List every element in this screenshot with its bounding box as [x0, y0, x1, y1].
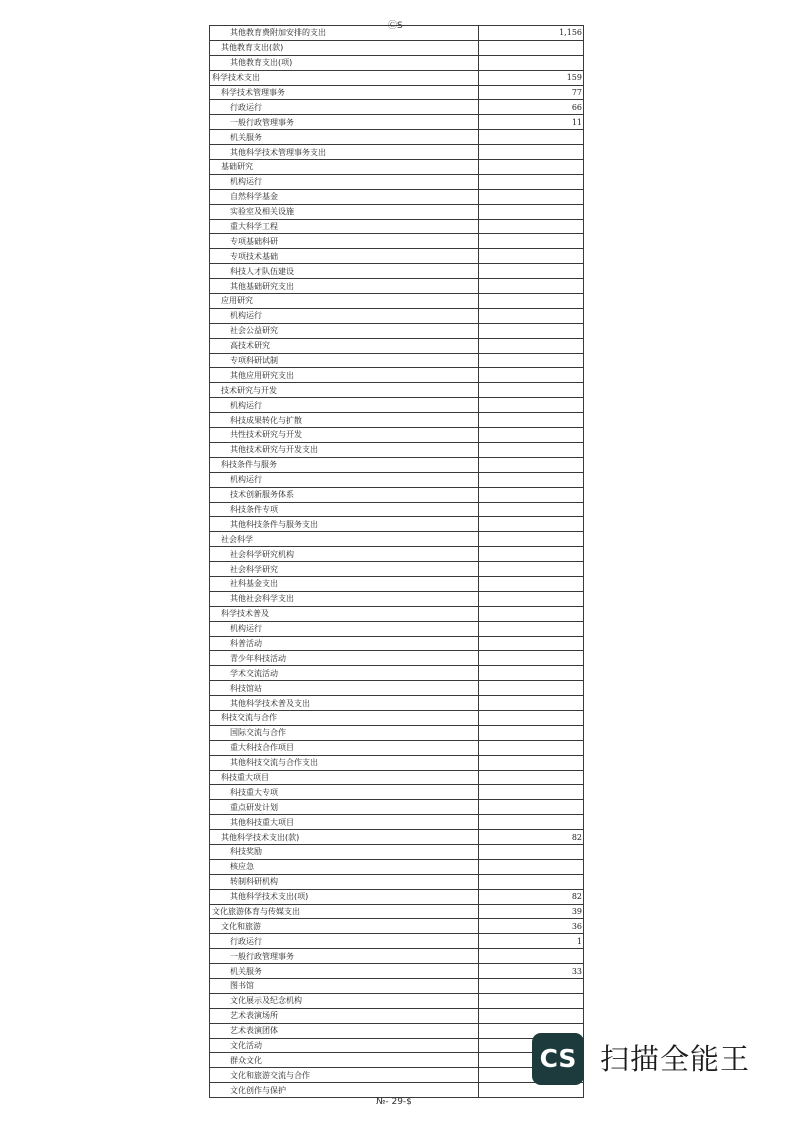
table-row: [210, 130, 584, 145]
table-row: [210, 115, 584, 130]
row-item-name: 基础研究: [210, 160, 479, 175]
row-item-amount: [479, 874, 584, 889]
row-item-name: 社会科学研究: [210, 562, 479, 577]
row-item-name: 机关服务: [210, 964, 479, 979]
table-row: [210, 859, 584, 874]
row-item-name: 行政运行: [210, 934, 479, 949]
row-item-amount: [479, 532, 584, 547]
row-item-name: 重大科学工程: [210, 219, 479, 234]
row-item-amount: [479, 353, 584, 368]
table-row: [210, 502, 584, 517]
table-row: [210, 1053, 584, 1068]
table-row: [210, 830, 584, 845]
row-item-name: 艺术表演团体: [210, 1023, 479, 1038]
table-row: [210, 636, 584, 651]
row-item-name: 科技交流与合作: [210, 710, 479, 725]
row-item-amount: [479, 219, 584, 234]
row-item-name: 其他教育费附加安排的支出: [210, 26, 479, 41]
table-row: [210, 844, 584, 859]
table-row: [210, 442, 584, 457]
page-number: №- 29-$: [376, 1097, 412, 1107]
table-row: [210, 353, 584, 368]
row-item-amount: [479, 502, 584, 517]
table-row: [210, 1023, 584, 1038]
row-item-amount: 82: [479, 889, 584, 904]
row-item-name: 国际交流与合作: [210, 725, 479, 740]
row-item-name: 学术交流活动: [210, 666, 479, 681]
row-item-name: 机构运行: [210, 174, 479, 189]
row-item-name: 文化和旅游交流与合作: [210, 1068, 479, 1083]
row-item-amount: [479, 606, 584, 621]
page-header-mark: ⒸS: [388, 21, 403, 31]
table-row: [210, 919, 584, 934]
row-item-name: 科技重大项目: [210, 770, 479, 785]
row-item-name: 其他科技交流与合作支出: [210, 755, 479, 770]
budget-expenditure-table: [209, 25, 584, 1098]
table-row: [210, 800, 584, 815]
row-item-amount: [479, 949, 584, 964]
row-item-name: 转制科研机构: [210, 874, 479, 889]
table-row: [210, 383, 584, 398]
table-row: [210, 576, 584, 591]
table-row: [210, 264, 584, 279]
table-row: [210, 1083, 584, 1098]
table-row: [210, 681, 584, 696]
row-item-name: 文化和旅游: [210, 919, 479, 934]
table-row: [210, 145, 584, 160]
row-item-amount: [479, 398, 584, 413]
table-row: [210, 428, 584, 443]
table-row: [210, 219, 584, 234]
row-item-amount: [479, 785, 584, 800]
row-item-amount: 1: [479, 934, 584, 949]
table-row: [210, 785, 584, 800]
table-row: [210, 40, 584, 55]
row-item-name: 科普活动: [210, 636, 479, 651]
table-row: [210, 740, 584, 755]
row-item-amount: [479, 308, 584, 323]
row-item-name: 青少年科技活动: [210, 651, 479, 666]
row-item-amount: [479, 234, 584, 249]
table-row: [210, 1008, 584, 1023]
row-item-name: 专项科研试制: [210, 353, 479, 368]
row-item-name: 技术创新服务体系: [210, 487, 479, 502]
table-row: [210, 606, 584, 621]
row-item-name: 其他科学技术支出(项): [210, 889, 479, 904]
table-row: [210, 174, 584, 189]
row-item-amount: [479, 621, 584, 636]
row-item-name: 其他科技重大项目: [210, 815, 479, 830]
row-item-name: 文化展示及纪念机构: [210, 993, 479, 1008]
table-row: [210, 160, 584, 175]
row-item-amount: [479, 800, 584, 815]
row-item-name: 专项技术基础: [210, 249, 479, 264]
table-row: [210, 979, 584, 994]
row-item-name: 行政运行: [210, 100, 479, 115]
table-row: [210, 725, 584, 740]
table-row: [210, 70, 584, 85]
row-item-name: 技术研究与开发: [210, 383, 479, 398]
table-row: [210, 1068, 584, 1083]
row-item-amount: [479, 40, 584, 55]
table-row: [210, 100, 584, 115]
table-row: [210, 85, 584, 100]
row-item-amount: 39: [479, 904, 584, 919]
row-item-amount: [479, 1008, 584, 1023]
camscanner-logo-icon: CS: [532, 1033, 584, 1085]
row-item-name: 其他社会科学支出: [210, 591, 479, 606]
row-item-amount: [479, 844, 584, 859]
row-item-amount: [479, 487, 584, 502]
row-item-amount: [479, 591, 584, 606]
table-row: [210, 547, 584, 562]
table-row: [210, 1038, 584, 1053]
row-item-amount: 11: [479, 115, 584, 130]
table-row: [210, 696, 584, 711]
row-item-amount: [479, 993, 584, 1008]
row-item-amount: [479, 442, 584, 457]
row-item-name: 群众文化: [210, 1053, 479, 1068]
row-item-name: 社科基金支出: [210, 576, 479, 591]
table-row: [210, 457, 584, 472]
row-item-amount: [479, 383, 584, 398]
row-item-amount: 77: [479, 85, 584, 100]
row-item-name: 科技奖励: [210, 844, 479, 859]
table-row: [210, 815, 584, 830]
table-row: [210, 294, 584, 309]
row-item-amount: [479, 279, 584, 294]
row-item-name: 图书馆: [210, 979, 479, 994]
row-item-amount: [479, 815, 584, 830]
table-row: [210, 770, 584, 785]
row-item-name: 社会科学: [210, 532, 479, 547]
row-item-name: 其他基础研究支出: [210, 279, 479, 294]
table-row: [210, 755, 584, 770]
row-item-amount: [479, 710, 584, 725]
table-row: [210, 338, 584, 353]
row-item-name: 一般行政管理事务: [210, 949, 479, 964]
row-item-name: 文化活动: [210, 1038, 479, 1053]
row-item-amount: [479, 666, 584, 681]
table-row: [210, 889, 584, 904]
row-item-amount: [479, 294, 584, 309]
table-row: [210, 874, 584, 889]
row-item-amount: [479, 651, 584, 666]
row-item-amount: [479, 189, 584, 204]
table-row: [210, 934, 584, 949]
watermark-app-name: 扫描全能王: [600, 1042, 751, 1076]
row-item-name: 艺术表演场所: [210, 1008, 479, 1023]
row-item-name: 科技条件专项: [210, 502, 479, 517]
row-item-name: 机构运行: [210, 308, 479, 323]
row-item-amount: [479, 696, 584, 711]
row-item-amount: [479, 160, 584, 175]
table-row: [210, 651, 584, 666]
row-item-amount: [479, 338, 584, 353]
table-row: [210, 487, 584, 502]
row-item-name: 科学技术支出: [210, 70, 479, 85]
row-item-name: 专项基础科研: [210, 234, 479, 249]
row-item-amount: [479, 264, 584, 279]
row-item-name: 实验室及相关设施: [210, 204, 479, 219]
row-item-name: 文化旅游体育与传媒支出: [210, 904, 479, 919]
table-row: [210, 323, 584, 338]
table-row: [210, 993, 584, 1008]
row-item-amount: [479, 457, 584, 472]
row-item-amount: 1,156: [479, 26, 584, 41]
table-row: [210, 234, 584, 249]
row-item-amount: [479, 368, 584, 383]
table-row: [210, 368, 584, 383]
row-item-name: 重点研发计划: [210, 800, 479, 815]
table-row: [210, 204, 584, 219]
row-item-amount: [479, 413, 584, 428]
row-item-amount: [479, 576, 584, 591]
row-item-amount: [479, 249, 584, 264]
table-row: [210, 710, 584, 725]
row-item-name: 核应急: [210, 859, 479, 874]
table-row: [210, 562, 584, 577]
row-item-name: 其他科学技术支出(款): [210, 830, 479, 845]
table-row: [210, 964, 584, 979]
table-row: [210, 413, 584, 428]
row-item-name: 科学技术普及: [210, 606, 479, 621]
row-item-amount: 33: [479, 964, 584, 979]
row-item-amount: [479, 55, 584, 70]
row-item-name: 社会科学研究机构: [210, 547, 479, 562]
row-item-amount: [479, 547, 584, 562]
row-item-amount: [479, 636, 584, 651]
table-row: [210, 26, 584, 41]
row-item-amount: [479, 174, 584, 189]
row-item-amount: [479, 472, 584, 487]
row-item-name: 其他应用研究支出: [210, 368, 479, 383]
table-row: [210, 249, 584, 264]
table-row: [210, 666, 584, 681]
row-item-amount: [479, 130, 584, 145]
row-item-name: 共性技术研究与开发: [210, 428, 479, 443]
row-item-amount: [479, 428, 584, 443]
row-item-name: 其他教育支出(项): [210, 55, 479, 70]
row-item-amount: [479, 681, 584, 696]
row-item-amount: [479, 517, 584, 532]
table-row: [210, 55, 584, 70]
row-item-amount: [479, 204, 584, 219]
row-item-name: 应用研究: [210, 294, 479, 309]
table-row: [210, 472, 584, 487]
row-item-name: 科技成果转化与扩散: [210, 413, 479, 428]
row-item-name: 科技重大专项: [210, 785, 479, 800]
row-item-name: 科技馆站: [210, 681, 479, 696]
table-row: [210, 904, 584, 919]
row-item-name: 文化创作与保护: [210, 1083, 479, 1098]
row-item-amount: [479, 755, 584, 770]
row-item-amount: [479, 859, 584, 874]
row-item-name: 其他科学技术普及支出: [210, 696, 479, 711]
row-item-amount: [479, 979, 584, 994]
table-row: [210, 949, 584, 964]
row-item-name: 高技术研究: [210, 338, 479, 353]
row-item-amount: 159: [479, 70, 584, 85]
row-item-name: 科学技术管理事务: [210, 85, 479, 100]
row-item-name: 机关服务: [210, 130, 479, 145]
row-item-amount: [479, 770, 584, 785]
row-item-name: 重大科技合作项目: [210, 740, 479, 755]
row-item-amount: [479, 323, 584, 338]
row-item-amount: [479, 740, 584, 755]
row-item-name: 科技人才队伍建设: [210, 264, 479, 279]
table-row: [210, 532, 584, 547]
table-body: [210, 26, 584, 1098]
scanner-watermark: [530, 1030, 770, 1090]
row-item-amount: [479, 562, 584, 577]
row-item-name: 其他科学技术管理事务支出: [210, 145, 479, 160]
row-item-name: 机构运行: [210, 472, 479, 487]
row-item-amount: 82: [479, 830, 584, 845]
table-row: [210, 591, 584, 606]
table-row: [210, 517, 584, 532]
row-item-name: 自然科学基金: [210, 189, 479, 204]
row-item-name: 其他科技条件与服务支出: [210, 517, 479, 532]
row-item-name: 其他技术研究与开发支出: [210, 442, 479, 457]
table-row: [210, 621, 584, 636]
row-item-name: 一般行政管理事务: [210, 115, 479, 130]
row-item-amount: 36: [479, 919, 584, 934]
table-row: [210, 279, 584, 294]
table-row: [210, 189, 584, 204]
row-item-amount: 66: [479, 100, 584, 115]
table-row: [210, 398, 584, 413]
row-item-name: 科技条件与服务: [210, 457, 479, 472]
row-item-name: 机构运行: [210, 398, 479, 413]
row-item-amount: [479, 725, 584, 740]
row-item-name: 社会公益研究: [210, 323, 479, 338]
row-item-amount: [479, 145, 584, 160]
row-item-name: 其他教育支出(款): [210, 40, 479, 55]
row-item-name: 机构运行: [210, 621, 479, 636]
table-row: [210, 308, 584, 323]
